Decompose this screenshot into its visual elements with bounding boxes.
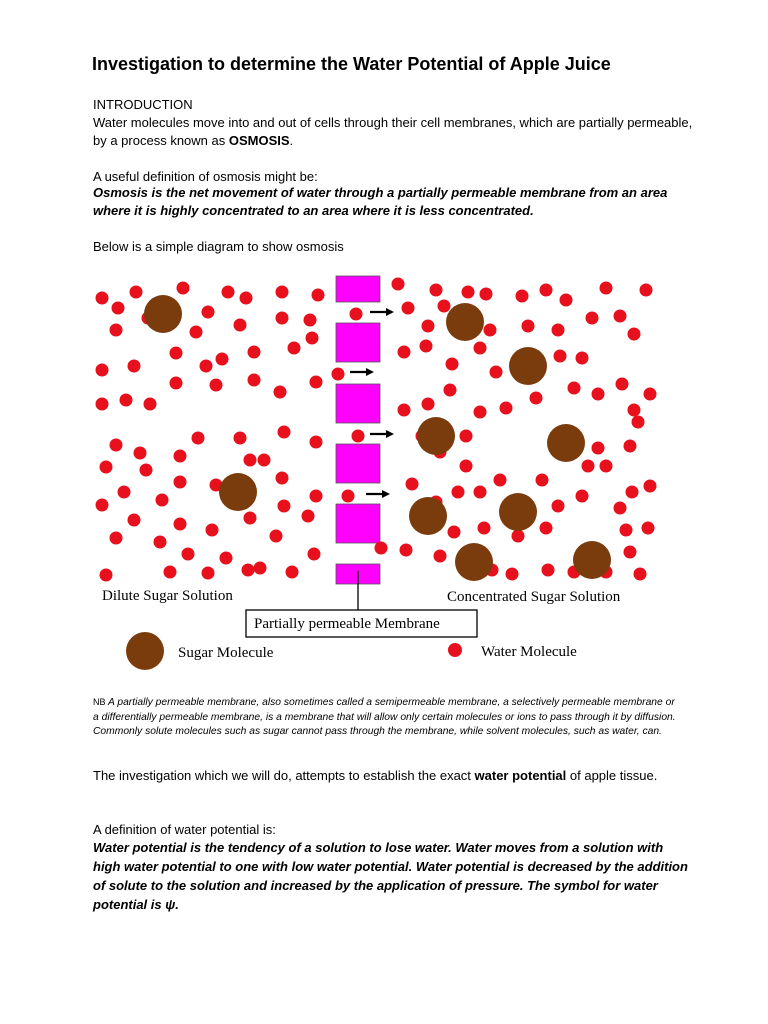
membrane-segment — [336, 444, 380, 483]
flow-arrow-head — [382, 490, 390, 498]
water-molecule — [206, 524, 219, 537]
sugar-molecule — [417, 417, 455, 455]
intro-text-after: . — [289, 133, 294, 148]
water-molecule — [156, 494, 169, 507]
water-molecule — [600, 282, 613, 295]
water-potential-definition-lead: A definition of water potential is: — [93, 822, 276, 837]
water-molecule — [586, 312, 599, 325]
water-molecule — [276, 312, 289, 325]
water-legend-label: Water Molecule — [481, 644, 577, 660]
water-molecule — [644, 388, 657, 401]
water-molecule — [164, 566, 177, 579]
water-molecule — [100, 569, 113, 582]
membrane-segment — [336, 384, 380, 423]
water-molecule — [244, 512, 257, 525]
water-molecule — [310, 436, 323, 449]
water-molecule — [634, 568, 647, 581]
water-molecule — [302, 510, 315, 523]
water-molecule — [452, 486, 465, 499]
water-molecule — [352, 430, 365, 443]
water-molecule — [614, 310, 627, 323]
water-molecule — [332, 368, 345, 381]
water-molecule — [190, 326, 203, 339]
sugar-molecule — [409, 497, 447, 535]
water-molecule — [540, 522, 553, 535]
document-title: Investigation to determine the Water Potential of Apple Juice — [92, 54, 611, 74]
water-molecule — [210, 379, 223, 392]
water-molecule — [310, 376, 323, 389]
water-molecule — [542, 564, 555, 577]
water-molecule — [480, 288, 493, 301]
water-molecule — [398, 404, 411, 417]
water-potential-definition: Water potential is the tendency of a solution to lose water. Water moves from a solution with high water potential to one with low water potential. Water potential is decreased by the addition of solute to the solution and increased by the application of pressure. The symbol for water potential is ψ. — [93, 840, 688, 912]
water-molecule — [244, 454, 257, 467]
water-molecule — [614, 502, 627, 515]
water-molecule — [474, 406, 487, 419]
water-molecule — [110, 439, 123, 452]
water-molecule — [392, 278, 405, 291]
water-molecule — [624, 546, 637, 559]
water-molecule — [474, 486, 487, 499]
sugar-molecule — [446, 303, 484, 341]
water-molecule — [552, 500, 565, 513]
water-molecule — [592, 442, 605, 455]
water-molecule — [174, 518, 187, 531]
water-molecule — [202, 306, 215, 319]
water-molecule — [258, 454, 271, 467]
water-molecule — [398, 346, 411, 359]
sugar-molecule — [144, 295, 182, 333]
water-molecule — [240, 292, 253, 305]
water-molecule — [375, 542, 388, 555]
water-molecule — [96, 499, 109, 512]
water-molecule — [234, 319, 247, 332]
water-molecule — [112, 302, 125, 315]
water-molecule — [274, 386, 287, 399]
osmosis-diagram-svg — [88, 268, 668, 674]
water-molecule — [248, 346, 261, 359]
water-molecule — [422, 320, 435, 333]
flow-arrow-head — [386, 308, 394, 316]
water-molecule — [632, 416, 645, 429]
nb-text: A partially permeable membrane, also sometimes called a semipermeable membrane, a selectively permeable membrane or a differentially permeable membrane, is a membrane that will allow only certain molecules or ions to pass through it by diffusion. Commonly solute molecules such as sugar cannot pass through the membrane, while solvent molecules, such as water, can. — [93, 697, 676, 737]
water-molecule — [248, 374, 261, 387]
water-molecule — [177, 282, 190, 295]
water-molecule — [304, 314, 317, 327]
water-molecule — [202, 567, 215, 580]
water-molecule — [474, 342, 487, 355]
nb-note — [93, 695, 683, 740]
water-molecule — [430, 284, 443, 297]
flow-arrow-head — [386, 430, 394, 438]
water-legend-icon — [448, 643, 462, 657]
diagram-lead: Below is a simple diagram to show osmosis — [93, 239, 344, 254]
water-molecule — [506, 568, 519, 581]
water-molecule — [460, 430, 473, 443]
water-molecule — [110, 324, 123, 337]
water-molecule — [154, 536, 167, 549]
water-molecule — [620, 524, 633, 537]
water-molecule — [100, 461, 113, 474]
membrane-segment — [336, 276, 380, 302]
water-molecule — [540, 284, 553, 297]
water-molecule — [182, 548, 195, 561]
water-molecule — [276, 472, 289, 485]
osmosis-definition: Osmosis is the net movement of water through a partially permeable membrane from an area where it is highly concentrated to an area where it is less concentrated. — [93, 185, 668, 218]
water-molecule — [342, 490, 355, 503]
membrane-label: Partially permeable Membrane — [254, 616, 440, 632]
water-molecule — [170, 377, 183, 390]
investigation-text-before: The investigation which we will do, attempts to establish the exact — [93, 768, 475, 783]
water-molecule — [536, 474, 549, 487]
water-molecule — [276, 286, 289, 299]
osmosis-diagram — [88, 268, 668, 674]
water-molecule — [406, 478, 419, 491]
water-molecule — [310, 490, 323, 503]
water-molecule — [96, 398, 109, 411]
investigation-text-after: of apple tissue. — [566, 768, 658, 783]
water-molecule — [512, 530, 525, 543]
water-molecule — [254, 562, 267, 575]
water-molecule — [170, 347, 183, 360]
water-molecule — [592, 388, 605, 401]
water-molecule — [624, 440, 637, 453]
water-molecule — [628, 328, 641, 341]
flow-arrow-head — [366, 368, 374, 376]
water-molecule — [444, 384, 457, 397]
water-molecule — [128, 360, 141, 373]
water-molecule — [308, 548, 321, 561]
water-molecule — [420, 340, 433, 353]
water-molecule — [278, 500, 291, 513]
water-potential-term: water potential — [474, 768, 567, 783]
water-molecule — [616, 378, 629, 391]
sugar-molecule — [573, 541, 611, 579]
water-molecule — [140, 464, 153, 477]
sugar-legend-label: Sugar Molecule — [178, 645, 274, 661]
water-molecule — [278, 426, 291, 439]
water-molecule — [422, 398, 435, 411]
water-molecule — [462, 286, 475, 299]
water-molecule — [552, 324, 565, 337]
water-molecule — [560, 294, 573, 307]
water-molecule — [600, 460, 613, 473]
water-molecule — [222, 286, 235, 299]
water-molecule — [216, 353, 229, 366]
dilute-solution-label: Dilute Sugar Solution — [102, 588, 233, 604]
water-molecule — [530, 392, 543, 405]
water-molecule — [568, 382, 581, 395]
water-molecule — [144, 398, 157, 411]
definition-lead: A useful definition of osmosis might be: — [93, 169, 318, 184]
water-molecule — [118, 486, 131, 499]
water-molecule — [130, 286, 143, 299]
water-molecule — [576, 490, 589, 503]
investigation-paragraph — [93, 767, 693, 785]
water-molecule — [522, 320, 535, 333]
water-molecule — [642, 522, 655, 535]
water-molecule — [446, 358, 459, 371]
membrane-segment — [336, 323, 380, 362]
water-molecule — [400, 544, 413, 557]
water-molecule — [96, 292, 109, 305]
water-molecule — [242, 564, 255, 577]
water-molecule — [494, 474, 507, 487]
water-molecule — [286, 566, 299, 579]
sugar-molecule — [455, 543, 493, 581]
water-molecule — [174, 476, 187, 489]
water-molecule — [120, 394, 133, 407]
membrane-segment — [336, 504, 380, 543]
water-molecule — [628, 404, 641, 417]
sugar-molecule — [509, 347, 547, 385]
water-molecule — [576, 352, 589, 365]
water-molecule — [350, 308, 363, 321]
water-molecule — [134, 447, 147, 460]
sugar-legend-icon — [126, 632, 164, 670]
sugar-molecule — [219, 473, 257, 511]
concentrated-solution-label: Concentrated Sugar Solution — [447, 589, 621, 605]
water-molecule — [96, 364, 109, 377]
intro-text-before: Water molecules move into and out of cells through their cell membranes, which are partially permeable, by a process known as — [93, 115, 693, 148]
water-molecule — [192, 432, 205, 445]
sugar-molecule — [547, 424, 585, 462]
water-molecule — [128, 514, 141, 527]
water-molecule — [220, 552, 233, 565]
water-molecule — [174, 450, 187, 463]
water-molecule — [234, 432, 247, 445]
water-molecule — [200, 360, 213, 373]
water-molecule — [110, 532, 123, 545]
water-molecule — [640, 284, 653, 297]
water-molecule — [582, 460, 595, 473]
water-molecule — [448, 526, 461, 539]
water-molecule — [270, 530, 283, 543]
introduction-heading: INTRODUCTION — [93, 97, 193, 112]
water-molecule — [402, 302, 415, 315]
water-molecule — [490, 366, 503, 379]
sugar-molecule — [499, 493, 537, 531]
osmosis-term: OSMOSIS — [228, 133, 290, 148]
nb-label: NB — [93, 697, 106, 707]
water-molecule — [500, 402, 513, 415]
water-molecule — [516, 290, 529, 303]
water-molecule — [312, 289, 325, 302]
water-molecule — [306, 332, 319, 345]
water-molecule — [478, 522, 491, 535]
water-molecule — [626, 486, 639, 499]
introduction-paragraph — [93, 114, 693, 150]
water-molecule — [644, 480, 657, 493]
water-molecule — [484, 324, 497, 337]
water-molecule — [288, 342, 301, 355]
water-molecule — [460, 460, 473, 473]
water-molecule — [554, 350, 567, 363]
water-molecule — [438, 300, 451, 313]
water-molecule — [434, 550, 447, 563]
